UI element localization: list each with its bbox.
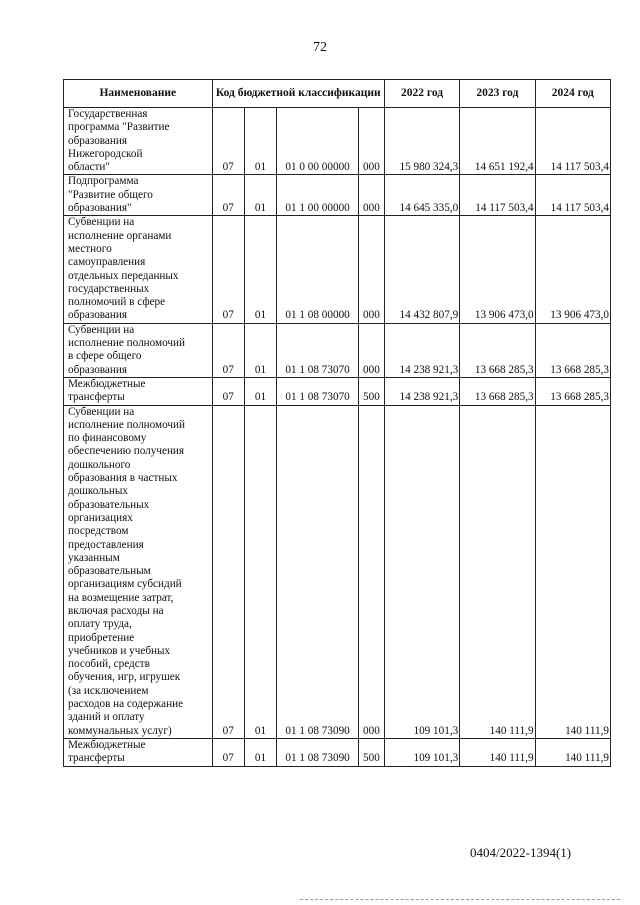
cell-name: Субвенции на исполнение органами местного самоуправления отдельных переданных государственных полномочий в сфере образования <box>64 216 213 323</box>
cell-name: Межбюджетные трансферты <box>64 738 213 766</box>
cell-y2022: 14 645 335,0 <box>384 175 459 216</box>
cell-c1: 07 <box>212 175 244 216</box>
cell-c4: 000 <box>359 108 385 175</box>
cell-y2022: 15 980 324,3 <box>384 108 459 175</box>
cell-c4: 000 <box>359 216 385 323</box>
cell-c3: 01 1 00 00000 <box>277 175 359 216</box>
table-row <box>64 323 611 377</box>
cell-c3: 01 1 08 73090 <box>277 405 359 738</box>
cell-name: Субвенции на исполнение полномочий в сфере общего образования <box>64 323 213 377</box>
cell-c1: 07 <box>212 216 244 323</box>
cell-c1: 07 <box>212 323 244 377</box>
cell-y2022: 14 238 921,3 <box>384 377 459 405</box>
cell-c3: 01 1 08 73070 <box>277 377 359 405</box>
cell-c1: 07 <box>212 738 244 766</box>
cell-c2: 01 <box>244 377 276 405</box>
footer-rule <box>300 899 620 900</box>
cell-y2023: 140 111,9 <box>460 738 535 766</box>
budget-table <box>63 79 611 767</box>
table-row <box>64 377 611 405</box>
cell-c4: 500 <box>359 738 385 766</box>
cell-name: Подпрограмма "Развитие общего образования" <box>64 175 213 216</box>
cell-y2022: 109 101,3 <box>384 405 459 738</box>
cell-y2024: 14 117 503,4 <box>535 175 610 216</box>
cell-y2024: 14 117 503,4 <box>535 108 610 175</box>
header-2023: 2023 год <box>460 80 535 108</box>
document-code: 0404/2022-1394(1) <box>470 845 572 860</box>
table-row <box>64 216 611 323</box>
cell-y2023: 13 906 473,0 <box>460 216 535 323</box>
cell-name: Государственная программа "Развитие образования Нижегородской области" <box>64 108 213 175</box>
cell-c4: 000 <box>359 405 385 738</box>
header-2024: 2024 год <box>535 80 610 108</box>
cell-c1: 07 <box>212 108 244 175</box>
table-row <box>64 108 611 175</box>
cell-c3: 01 1 08 73090 <box>277 738 359 766</box>
header-2022: 2022 год <box>384 80 459 108</box>
cell-c2: 01 <box>244 738 276 766</box>
cell-y2022: 14 238 921,3 <box>384 323 459 377</box>
cell-c2: 01 <box>244 175 276 216</box>
cell-y2023: 14 651 192,4 <box>460 108 535 175</box>
cell-c2: 01 <box>244 216 276 323</box>
cell-y2024: 13 668 285,3 <box>535 323 610 377</box>
table-row <box>64 405 611 738</box>
cell-y2022: 109 101,3 <box>384 738 459 766</box>
cell-c3: 01 1 08 00000 <box>277 216 359 323</box>
cell-c2: 01 <box>244 108 276 175</box>
cell-name: Межбюджетные трансферты <box>64 377 213 405</box>
header-name: Наименование <box>64 80 213 108</box>
cell-y2023: 13 668 285,3 <box>460 377 535 405</box>
cell-c4: 000 <box>359 175 385 216</box>
cell-c1: 07 <box>212 377 244 405</box>
cell-c2: 01 <box>244 405 276 738</box>
cell-y2023: 140 111,9 <box>460 405 535 738</box>
cell-y2022: 14 432 807,9 <box>384 216 459 323</box>
cell-c2: 01 <box>244 323 276 377</box>
cell-c4: 000 <box>359 323 385 377</box>
cell-c3: 01 0 00 00000 <box>277 108 359 175</box>
header-code: Код бюджетной классификации <box>212 80 384 108</box>
page-number: 72 <box>313 40 327 55</box>
table-row <box>64 738 611 766</box>
header-row <box>64 80 611 108</box>
cell-c4: 500 <box>359 377 385 405</box>
cell-y2023: 14 117 503,4 <box>460 175 535 216</box>
cell-y2024: 140 111,9 <box>535 738 610 766</box>
cell-c1: 07 <box>212 405 244 738</box>
table-row <box>64 175 611 216</box>
cell-y2024: 13 906 473,0 <box>535 216 610 323</box>
cell-y2023: 13 668 285,3 <box>460 323 535 377</box>
cell-c3: 01 1 08 73070 <box>277 323 359 377</box>
cell-y2024: 13 668 285,3 <box>535 377 610 405</box>
cell-name: Субвенции на исполнение полномочий по финансовому обеспечению получения дошкольного образования в частных дошкольных образовательных организациях посредством предоставления указанным образовательным организациям субсидий на возмещение затрат, включая расходы на оплату труда, приобретение учебников и учебных пособий, средств обучения, игр, игрушек (за исключением расходов на содержание зданий и оплату коммунальных услуг) <box>64 405 213 738</box>
cell-y2024: 140 111,9 <box>535 405 610 738</box>
